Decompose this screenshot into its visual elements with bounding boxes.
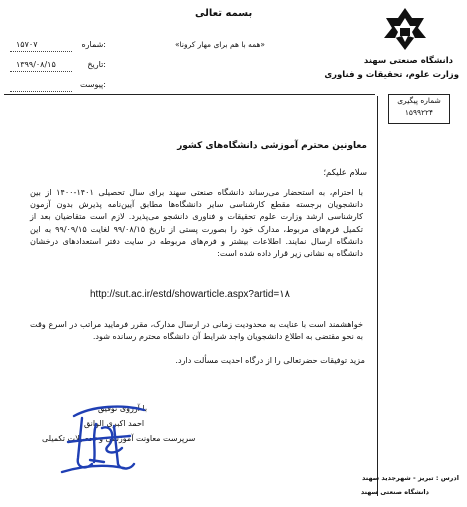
tracking-number-box <box>388 94 450 124</box>
letter-date-value: ۱۳۹۹/۰۸/۱۵ <box>16 60 56 69</box>
footer-org: دانشگاه صنعتی سهند <box>360 488 429 496</box>
letter-number-value: ۱۵۷۰۷ <box>16 40 38 49</box>
slogan: «همه با هم برای مهار کرونا» <box>175 40 265 49</box>
signature-image <box>52 398 162 478</box>
letter-attachment-row <box>10 80 106 92</box>
body-paragraph-1: با احترام، به استحضار می‌رساند دانشگاه صنعتی سهند برای سال تحصیلی ۱۴۰۱-۱۴۰۰ از بین دانشجویان برجسته مقطع کارشناسی سایر دانشگاه‌ها مطابق آیین‌نامه پذیرش بدون آزمون کارشناسی ارشد وزارت علوم تحقیقات و فناوری دانشجو می‌پذیرد. لازم است متقاضیان بعد از تکمیل فرم‌های مربوط، مدارک خود را بصورت پستی از تاریخ ۹۹/۰۸/۱۵ لغایت ۹۹/۰۹/۱۵ به این دانشگاه ارسال نمایند. اطلاعات بیشتر و فرم‌های مربوطه در سایت دفتر استعدادهای درخشان دانشگاه به نشانی زیر قرار داده شده است: <box>30 187 363 259</box>
wishes: با آرزوی توفیق <box>98 404 148 413</box>
margin-divider <box>377 96 378 496</box>
university-logo <box>380 6 430 52</box>
org-name-1: دانشگاه صنعتی سهند <box>363 56 453 66</box>
info-url: http://sut.ac.ir/estd/showarticle.aspx?artid=۱۸ <box>90 289 290 300</box>
footer-address: ادرس : تبریز - شهرجدید سهند <box>362 474 459 482</box>
bismillah: بسمه تعالی <box>195 8 253 19</box>
letter-attachment-label: پیوست: <box>79 80 106 89</box>
signer-name: احمد اکبری الوانق <box>84 419 145 428</box>
letter-number-label: شماره: <box>81 40 106 49</box>
signer-title: سرپرست معاونت آموزشی و تحصیلات تکمیلی <box>42 434 196 443</box>
org-name-2: وزارت علوم، تحقیقات و فناوری <box>324 70 459 80</box>
closing-line: مزید توفیقات حضرتعالی را از درگاه احدیت مسألت دارد. <box>175 355 365 365</box>
letter-date-row <box>10 60 106 72</box>
tracking-value: ۱۵۹۹۲۲۴ <box>404 108 434 117</box>
body-paragraph-2: خواهشمند است با عنایت به محدودیت زمانی در ارسال مدارک، مقرر فرمایید مراتب در اسرع وقت به نحو مقتضی به اطلاع دانشجویان واجد شرایط آن دانشگاه محترم رسانده شود. <box>30 319 363 342</box>
letter-number-row <box>10 40 106 52</box>
letter-date-label: تاریخ: <box>87 60 106 69</box>
header-divider <box>4 94 375 95</box>
recipient: معاونین محترم آموزشی دانشگاه‌های کشور <box>177 141 367 151</box>
greeting: سلام علیکم؛ <box>323 168 367 178</box>
tracking-label: شماره پیگیری <box>397 96 441 105</box>
